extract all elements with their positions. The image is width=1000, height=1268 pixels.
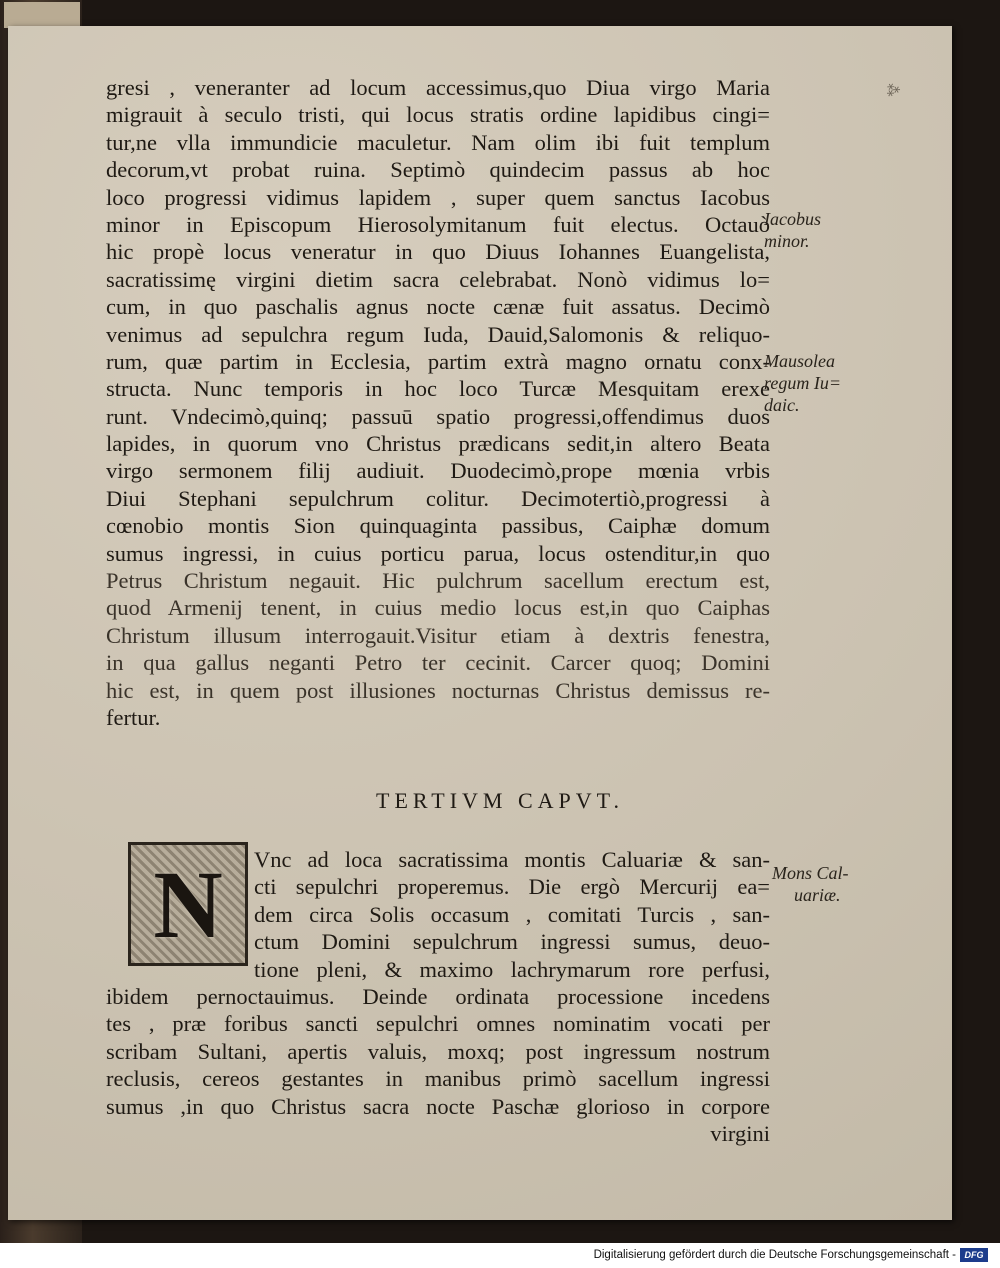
text-line: hic est, in quem post illusiones nocturnas Christus demissus re-: [106, 677, 770, 703]
binding-paper-tab: [4, 2, 80, 28]
text-line: Petrus Christum negauit. Hic pulchrum sacellum erectum est,: [106, 568, 770, 594]
marginal-note: [764, 208, 821, 252]
marginal-note-line: minor.: [764, 231, 810, 251]
text-line: Christum illusum interrogauit.Visitur etiam à dextris fenestra,: [106, 622, 770, 648]
text-line: gresi , veneranter ad locum accessimus,quo Diua virgo Maria: [106, 75, 770, 100]
text-line: scribam Sultani, apertis valuis, moxq; post ingressum nostrum: [106, 1038, 770, 1064]
text-line: sumus ingressi, in cuius porticu parua, locus ostenditur,in quo: [106, 540, 770, 566]
text-line: dem circa Solis occasum , comitati Turcis , san-: [254, 901, 770, 927]
text-line: cum, in quo paschalis agnus nocte cænæ fuit assatus. Decimò: [106, 294, 770, 320]
marginal-note-line: Mausolea: [764, 351, 835, 371]
text-line: reclusis, cereos gestantes in manibus primò sacellum ingressi: [106, 1066, 770, 1092]
marginal-note-line: Iacobus: [764, 209, 821, 229]
text-line: ibidem pernoctauimus. Deinde ordinata processione incedens: [106, 983, 770, 1009]
text-line: structa. Nunc temporis in hoc loco Turcæ Mesquitam erexe: [106, 376, 770, 402]
text-line: ctum Domini sepulchrum ingressi sumus, deuo-: [254, 929, 770, 955]
marginal-note-line: Mons Cal-: [772, 863, 849, 883]
text-line: venimus ad sepulchra regum Iuda, Dauid,Salomonis & reliquo-: [106, 321, 770, 347]
text-line: cœnobio montis Sion quinquaginta passibus, Caiphæ domum: [106, 513, 770, 539]
footer-text: Digitalisierung gefördert durch die Deutsche Forschungsgemeinschaft -: [593, 1249, 956, 1261]
text-line: tur,ne vlla immundicie maculetur. Nam olim ibi fuit templum: [106, 129, 770, 155]
text-line: loco progressi vidimus lapidem , super quem sanctus Iacobus: [106, 184, 770, 210]
text-line: migrauit à seculo tristi, qui locus stratis ordine lapidibus cingi=: [106, 102, 770, 128]
text-line: Diui Stephani sepulchrum colitur. Decimotertiò,progressi à: [106, 485, 770, 511]
chapter-text: [106, 846, 770, 1147]
text-line: Vnc ad loca sacratissima montis Caluariæ & san-: [254, 847, 770, 872]
text-line: lapides, in quorum vno Christus prædicans sedit,in altero Beata: [106, 431, 770, 457]
text-line: runt. Vndecimò,quinq; passuū spatio progressi,offendimus duos: [106, 403, 770, 429]
chapter-heading: TERTIVM CAPVT.: [376, 788, 624, 813]
dfg-logo-icon: DFG: [960, 1248, 988, 1262]
marginal-note-line: regum Iu=: [764, 373, 841, 393]
text-line: tione pleni, & maximo lachrymarum rore perfusi,: [254, 956, 770, 982]
text-line: in qua gallus neganti Petro ter cecinit. Carcer quoq; Domini: [106, 650, 770, 676]
initial-letter: N: [153, 850, 223, 958]
corner-ink-mark: ⁂: [882, 80, 904, 101]
text-line: minor in Episcopum Hierosolymitanum fuit electus. Octauò: [106, 211, 770, 237]
text-line: rum, quæ partim in Ecclesia, partim extrà magno ornatu conx-: [106, 348, 770, 374]
text-line: fertur.: [106, 704, 161, 730]
body-text: [106, 74, 770, 731]
catchword: virgini: [710, 1120, 770, 1146]
text-line: cti sepulchri properemus. Die ergò Mercurij ea=: [254, 874, 770, 900]
text-line: hic propè locus veneratur in quo Diuus Iohannes Euangelista,: [106, 239, 770, 265]
text-line: virgo sermonem filij audiuit. Duodecimò,prope mœnia vrbis: [106, 458, 770, 484]
marginal-note-line: daic.: [764, 395, 800, 415]
text-line: sacratissimę virgini dietim sacra celebrabat. Nonò vidimus lo=: [106, 266, 770, 292]
footer-credit: [594, 1246, 988, 1264]
marginal-note: [764, 350, 841, 416]
text-line: sumus ,in quo Christus sacra nocte Paschæ glorioso in corpore: [106, 1093, 770, 1119]
text-line: quod Armenij tenent, in cuius medio locus est,in quo Caiphas: [106, 595, 770, 621]
text-line: decorum,vt probat ruina. Septimò quindecim passus ab hoc: [106, 157, 770, 183]
text-line: tes , præ foribus sancti sepulchri omnes nominatim vocati per: [106, 1011, 770, 1037]
marginal-note-line: uariæ.: [794, 885, 841, 905]
marginal-note: [772, 862, 849, 906]
